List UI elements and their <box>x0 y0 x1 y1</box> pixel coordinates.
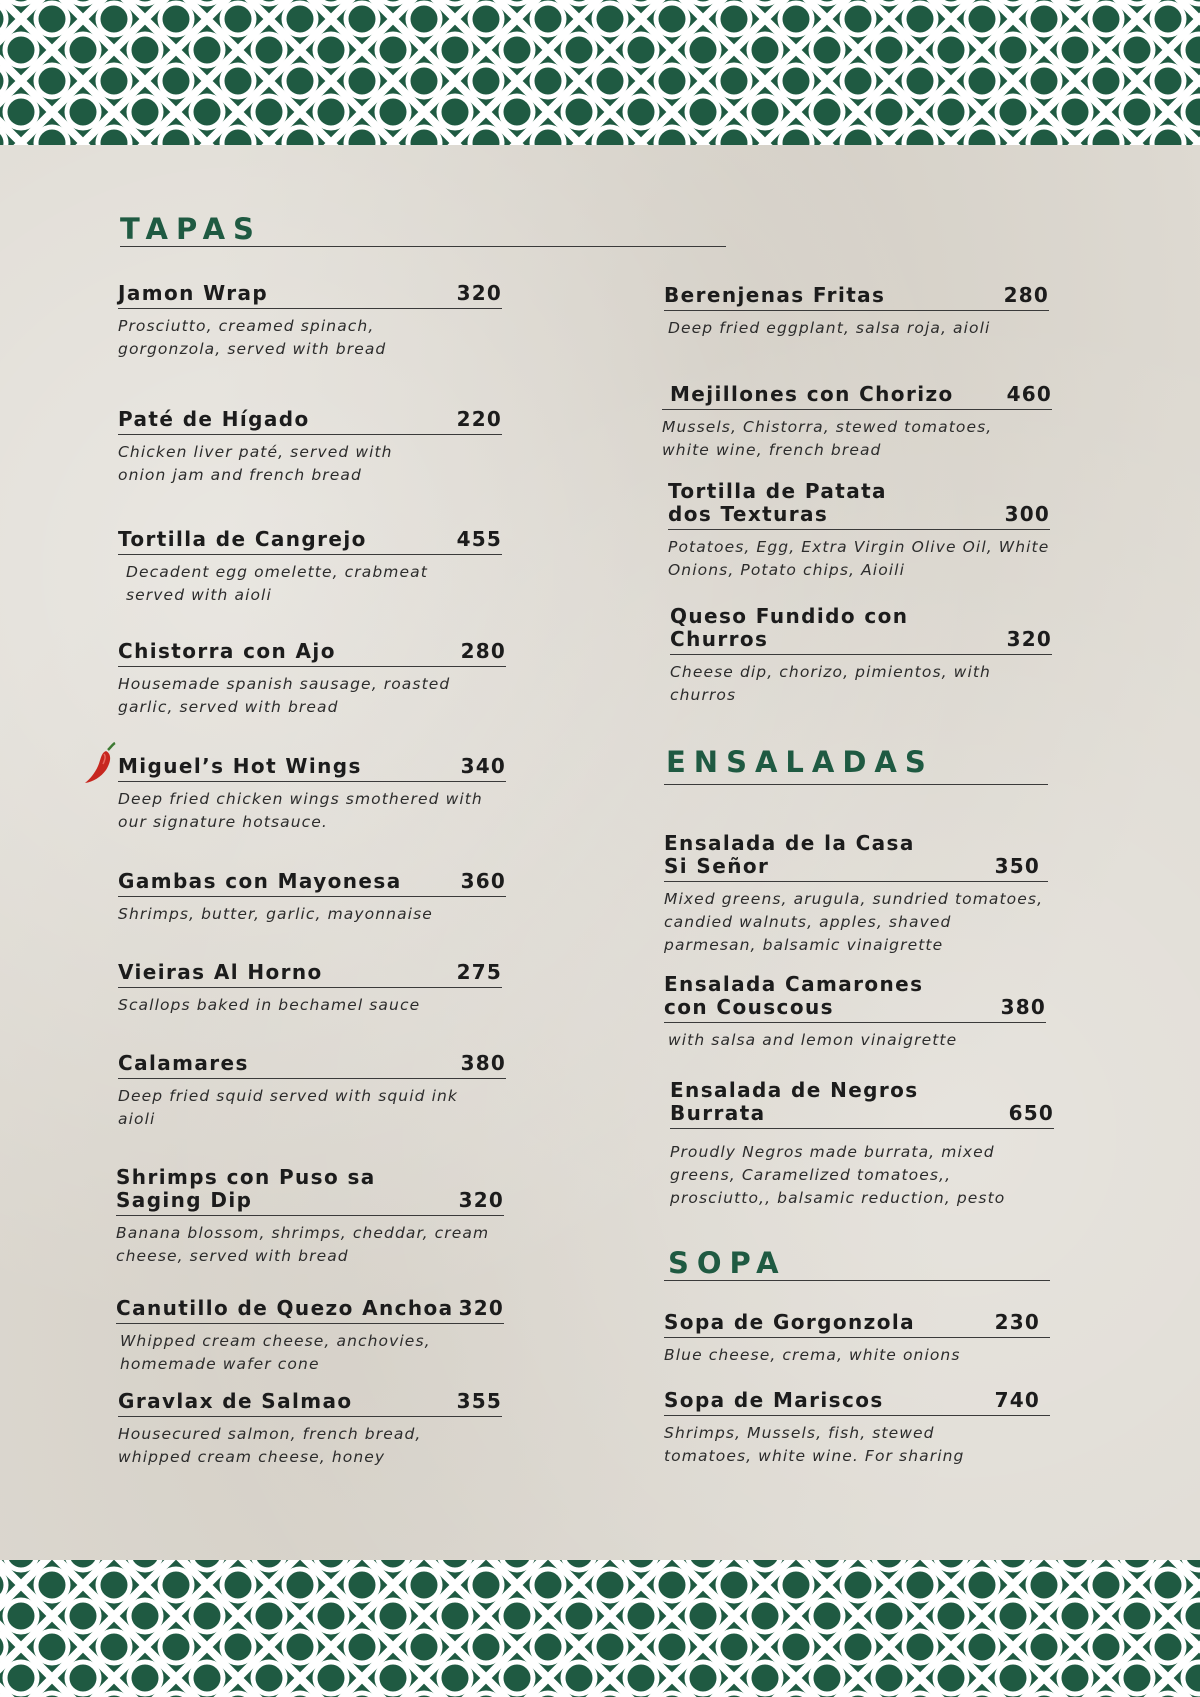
item-description: Shrimps, butter, garlic, mayonnaise <box>118 905 433 923</box>
menu-item-shrimps-con-puso <box>116 1166 504 1268</box>
item-name: Ensalada Camarones con Couscous <box>664 972 924 1019</box>
menu-item-tortilla-de-cangrejo <box>118 528 502 607</box>
item-name: Chistorra con Ajo <box>118 639 336 663</box>
item-name: Miguel’s Hot Wings <box>118 754 362 778</box>
item-description: Potatoes, Egg, Extra Virgin Olive Oil, White Onions, Potato chips, Aioili <box>668 538 1050 579</box>
item-name: Tortilla de Cangrejo <box>118 527 367 551</box>
menu-item-calamares <box>118 1052 506 1131</box>
menu-item-tortilla-de-patata <box>668 480 1050 582</box>
item-name: Sopa de Mariscos <box>664 1388 884 1412</box>
menu-item-jamon-wrap <box>118 282 502 361</box>
item-name: Calamares <box>118 1051 249 1075</box>
item-name: Sopa de Gorgonzola <box>664 1310 916 1334</box>
item-name: Gambas con Mayonesa <box>118 869 402 893</box>
item-description: Deep fried chicken wings smothered with our signature hotsauce. <box>118 790 483 831</box>
item-description: Blue cheese, crema, white onions <box>664 1346 961 1364</box>
item-price: 455 <box>456 527 502 551</box>
item-price: 320 <box>458 1296 504 1320</box>
item-description: Whipped cream cheese, anchovies, homemade wafer cone <box>120 1332 431 1373</box>
item-price: 340 <box>460 754 506 778</box>
item-description: Proudly Negros made burrata, mixed greens, Caramelized tomatoes,, prosciutto,, balsamic reduction, pesto <box>670 1143 1006 1207</box>
item-price: 380 <box>460 1051 506 1075</box>
item-description: Prosciutto, creamed spinach, gorgonzola, served with bread <box>118 317 387 358</box>
item-price: 460 <box>1006 382 1052 406</box>
menu-item-ensalada-de-la-casa <box>664 832 1048 957</box>
item-name: Berenjenas Fritas <box>664 283 886 307</box>
menu-item-mejillones-con-chorizo <box>662 383 1052 462</box>
item-description: Mixed greens, arugula, sundried tomatoes, candied walnuts, apples, shaved parmesan, balsamic vinaigrette <box>664 890 1044 954</box>
item-price: 320 <box>456 281 502 305</box>
menu-item-sopa-de-gorgonzola <box>664 1311 1050 1367</box>
item-description: with salsa and lemon vinaigrette <box>668 1031 958 1049</box>
sopa-title: SOPA <box>668 1246 787 1280</box>
item-price: 230 <box>994 1310 1040 1334</box>
item-description: Scallops baked in bechamel sauce <box>118 996 421 1014</box>
item-name: Paté de Hígado <box>118 407 310 431</box>
tapas-title-rule <box>120 246 726 247</box>
item-price: 380 <box>1000 995 1046 1019</box>
item-description: Deep fried eggplant, salsa roja, aioli <box>668 319 991 337</box>
menu-item-ensalada-camarones <box>664 973 1046 1052</box>
item-name: Ensalada de la Casa Si Señor <box>664 831 915 878</box>
item-price: 650 <box>1008 1101 1054 1125</box>
ensaladas-title-rule <box>664 784 1048 785</box>
ensaladas-title: ENSALADAS <box>666 745 934 779</box>
item-price: 280 <box>1003 283 1049 307</box>
item-name: Ensalada de Negros Burrata <box>670 1078 919 1125</box>
item-price: 300 <box>1004 502 1050 526</box>
menu-item-chistorra-con-ajo <box>118 640 506 719</box>
item-price: 740 <box>994 1388 1040 1412</box>
menu-item-pate-de-higado <box>118 408 502 487</box>
item-price: 350 <box>994 854 1040 878</box>
menu-item-berenjenas-fritas <box>664 284 1049 340</box>
chili-pepper-icon <box>82 742 116 786</box>
menu-item-vieiras-al-horno <box>118 961 502 1017</box>
item-description: Shrimps, Mussels, fish, stewed tomatoes, white wine. For sharing <box>664 1424 965 1465</box>
item-price: 275 <box>456 960 502 984</box>
menu-item-ensalada-de-negros <box>670 1079 1054 1210</box>
menu-item-queso-fundido <box>670 605 1052 707</box>
item-description: Deep fried squid served with squid ink aioli <box>118 1087 459 1128</box>
item-name: Mejillones con Chorizo <box>670 382 954 406</box>
menu-item-sopa-de-mariscos <box>664 1389 1050 1468</box>
item-description: Banana blossom, shrimps, cheddar, cream cheese, served with bread <box>116 1224 490 1265</box>
menu-item-miguels-hot-wings <box>118 755 506 834</box>
item-name: Jamon Wrap <box>118 281 269 305</box>
sopa-title-rule <box>664 1280 1050 1281</box>
item-description: Chicken liver paté, served with onion jam and french bread <box>118 443 393 484</box>
bottom-tile-border <box>0 1560 1200 1697</box>
item-description: Housecured salmon, french bread, whipped cream cheese, honey <box>118 1425 422 1466</box>
item-description: Cheese dip, chorizo, pimientos, with churros <box>670 663 991 704</box>
item-price: 320 <box>458 1188 504 1212</box>
top-tile-border <box>0 0 1200 145</box>
item-price: 355 <box>456 1389 502 1413</box>
menu-item-canutillo-de-quezo-anchoa <box>116 1297 504 1376</box>
menu-item-gambas-con-mayonesa <box>118 870 506 926</box>
item-price: 220 <box>456 407 502 431</box>
item-name: Canutillo de Quezo Anchoa <box>116 1296 454 1320</box>
tapas-title: TAPAS <box>120 212 262 246</box>
item-name: Tortilla de Patata dos Texturas <box>668 479 887 526</box>
item-price: 280 <box>460 639 506 663</box>
item-price: 320 <box>1006 627 1052 651</box>
menu-item-gravlax-de-salmao <box>118 1390 502 1469</box>
item-name: Gravlax de Salmao <box>118 1389 353 1413</box>
item-price: 360 <box>460 869 506 893</box>
item-name: Queso Fundido con Churros <box>670 604 909 651</box>
item-description: Housemade spanish sausage, roasted garlic, served with bread <box>118 675 451 716</box>
item-description: Mussels, Chistorra, stewed tomatoes, white wine, french bread <box>662 418 993 459</box>
item-name: Vieiras Al Horno <box>118 960 323 984</box>
item-description: Decadent egg omelette, crabmeat served with aioli <box>126 563 428 604</box>
item-name: Shrimps con Puso sa Saging Dip <box>116 1165 376 1212</box>
